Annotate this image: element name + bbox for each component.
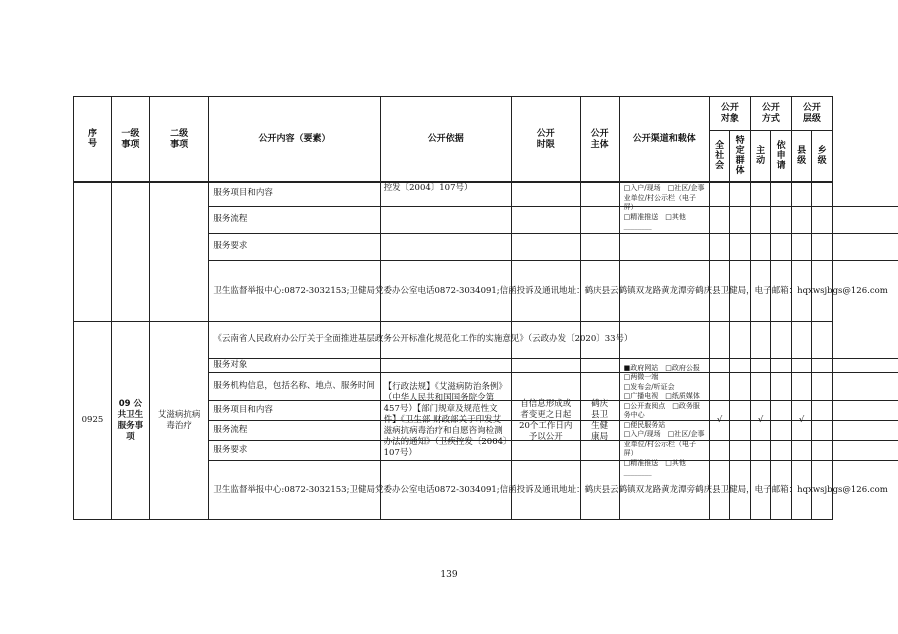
- header-level2: 二级事项: [149, 97, 208, 183]
- header-channel: 公开渠道和载体: [619, 97, 709, 183]
- basis-cell: 控发〔2004〕107号）: [380, 182, 511, 322]
- level2-cell: 艾滋病抗病毒治疗: [149, 322, 208, 520]
- header-target-all: 全社会: [709, 131, 730, 183]
- check-level-county: √: [791, 322, 812, 520]
- table-header: [73, 96, 833, 183]
- channel-line: □便民服务站: [623, 420, 666, 429]
- check-target-all: √: [709, 322, 730, 520]
- basis-cell: 【行政法规】《艾滋病防治条例》（中华人民共和国国务院令第457号）【部门规章及规范性文件】《卫生部 财政部关于印发艾滋病抗病毒治疗和自愿咨询检测办法的通知》（卫疾控发〔2004〕107号）: [380, 322, 511, 520]
- channel-line: ■政府网站 □政府公报 □两微一端: [623, 363, 707, 381]
- content-item: 卫生监督举报中心:0872-3032153;卫健局党委办公室电话0872-3034091;信函投诉及通讯地址：鹤庆县云鹤镇双龙路黄龙潭旁鹤庆县卫健局，电子邮箱：hqxwsjbgs@126.com: [213, 286, 888, 297]
- channel-line: □入户/现场 □社区/企事业单位/村公示栏（电子屏）: [623, 430, 705, 457]
- header-level-county: 县级: [791, 131, 812, 183]
- header-target-specific: 特定群体: [730, 131, 751, 183]
- table-row: [73, 321, 888, 520]
- channel-line: ________: [623, 468, 652, 476]
- channel-line: □广播电视 □纸质媒体 □公开查阅点 □政务服务中心: [623, 392, 707, 419]
- channel-line: □发布会/听证会: [623, 382, 675, 391]
- content-item: 卫生监督举报中心:0872-3032153;卫健局党委办公室电话0872-3034091;信函投诉及通讯地址：鹤庆县云鹤镇双龙路黄龙潭旁鹤庆县卫健局，电子邮箱：hqxwsjbgs@126.com: [213, 485, 888, 496]
- header-mode-apply: 依申请: [771, 131, 792, 183]
- header-mode-active: 主动: [750, 131, 771, 183]
- header-level1: 一级事项: [111, 97, 149, 183]
- content-item: 服务机构信息，包括名称、地点、服务时间: [209, 372, 898, 400]
- content-item: 服务对象: [209, 358, 898, 372]
- header-subject: 公开主体: [580, 97, 619, 183]
- header-target: 公开对象: [709, 97, 750, 131]
- subject-cell: 鹤庆县卫生健康局: [580, 322, 619, 520]
- header-level-town: 乡级: [812, 131, 833, 183]
- header-basis: 公开依据: [380, 97, 511, 183]
- period-cell: 自信息形成或者变更之日起20个工作日内予以公开: [511, 322, 580, 520]
- content-item: 服务要求: [209, 233, 898, 260]
- level1-cell: 09 公共卫生服务事项: [111, 322, 149, 520]
- content-item: 服务流程: [209, 420, 898, 440]
- content-item: 服务要求: [209, 440, 898, 460]
- disclosure-table: [73, 96, 888, 520]
- channel-line: □精准推送 □其他: [623, 212, 686, 221]
- header-period: 公开时限: [511, 97, 580, 183]
- header-content: 公开内容（要素）: [209, 97, 380, 183]
- header-seq: 序号: [74, 97, 112, 183]
- page-number: 139: [440, 570, 458, 580]
- content-item: 服务项目和内容: [209, 182, 898, 206]
- header-mode: 公开方式: [750, 97, 791, 131]
- table-row: [73, 181, 888, 322]
- channel-line: □精准推送 □其他: [623, 458, 686, 467]
- content-item: 服务项目和内容: [209, 400, 898, 420]
- content-item: 服务流程: [209, 206, 898, 233]
- content-item: 《云南省人民政府办公厅关于全面推进基层政务公开标准化规范化工作的实施意见》（云政办发〔2020〕33号）: [209, 322, 898, 358]
- seq-cell: 0925: [74, 322, 112, 520]
- channel-line: □入户/现场 □社区/企事业单位/村公示栏（电子屏）: [623, 184, 705, 211]
- check-mode-active: √: [750, 322, 771, 520]
- header-level: 公开层级: [791, 97, 832, 131]
- channel-line: ________: [623, 222, 652, 230]
